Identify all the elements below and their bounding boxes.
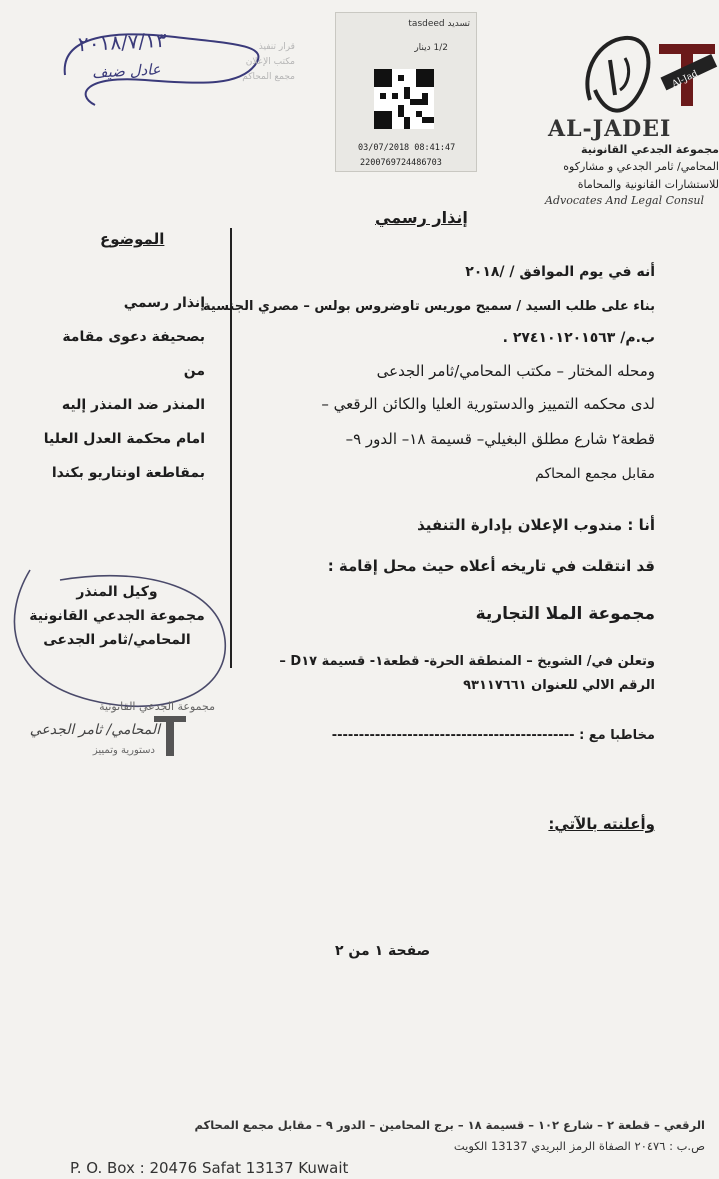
svg-text:Al-Jad: Al-Jad — [670, 69, 700, 90]
bailiff-line: أنا : مندوب الإعلان بإدارة التنفيذ — [417, 516, 655, 534]
addressed-to-line: مخاطبا مع : --------------------------------------------- — [331, 728, 655, 743]
stamp-brand: تسديد tasdeed — [408, 19, 470, 29]
announce-heading: وأعلنته بالآتي: — [548, 815, 655, 833]
subject-heading: الموضوع — [100, 230, 165, 248]
page-number: صفحة ١ من ٢ — [335, 943, 431, 959]
office-line-4: مقابل مجمع المحاكم — [535, 466, 655, 482]
footer-address: الرقعي – قطعة ٢ – شارع ١٠٢ – قسيمة ١٨ – برج المحامين – الدور ٩ – مقابل مجمع المحاكم — [194, 1118, 705, 1132]
law-firm-stamp: مجموعة الجدعي القانونية المحامي/ ثامر الجدعي دستورية وتمييز — [5, 695, 215, 765]
address-line-2: الرقم الالي للعنوان ٩٣١١٧٦٦١ — [463, 678, 655, 693]
brand-tagline: Advocates And Legal Consul — [545, 194, 704, 207]
stamp-amount: 1/2 دينار — [414, 43, 448, 53]
brand-name-en: AL-JADEI — [548, 116, 672, 142]
handwritten-date: ٢٠١٨/٧/١٣ — [77, 27, 168, 57]
stamp-number: 2200769724486703 — [360, 158, 442, 168]
request-line: بناء على طلب السيد / سميح موريس تاوضروس بولس – مصري الجنسية — [203, 299, 655, 314]
brand-name-ar: مجموعة الجدعي القانونية — [581, 143, 719, 156]
qr-code-icon — [374, 69, 434, 129]
al-jadei-t-logo — [655, 30, 719, 110]
faded-stamp: قرار تنفيذ مكتب الإعلان مجمع المحاكم — [242, 42, 295, 82]
footer-pobox-ar: ص.ب : ٢٠٤٧٦ الصفاة الرمز البريدي 13137 الكويت — [453, 1139, 705, 1153]
al-jadei-calligraphy-logo — [570, 30, 660, 118]
subject-body: إنذار رسمي بصحيفة دعوى مقامة من المنذر ضد المنذر إليه امام محكمة العدل العليا بمقاطعة اونتاريو بكندا — [43, 295, 205, 481]
party-name: مجموعة الملا التجارية — [475, 604, 655, 624]
brand-lawyer-name: المحامي/ ثامر الجدعي و مشاركوه — [563, 160, 719, 173]
office-line-1: ومحله المختار – مكتب المحامي/ثامر الجدعى — [376, 362, 655, 380]
civil-id-line: ب.م/ ٢٧٤١٠١٢٠١٥٦٣ . — [502, 330, 655, 346]
stamp-datetime: 03/07/2018 08:41:47 — [358, 143, 456, 153]
address-line-1: وتعلن في/ الشويخ – المنطقة الحرة- قطعة١- قسيمة D١٧ – — [279, 654, 655, 669]
tasdeed-revenue-stamp — [335, 12, 477, 172]
office-line-3: قطعة٢ شارع مطلق البغيلي– قسيمة ١٨– الدور ٩– — [345, 430, 655, 448]
agent-block: وكيل المنذر مجموعة الجدعي القانونية المحامي/ثامر الجدعى — [29, 584, 205, 648]
footer-pobox-en: P. O. Box : 20476 Safat 13137 Kuwait — [70, 1159, 349, 1177]
handwritten-name: عادل ضيف — [91, 60, 162, 82]
document-title: إنذار رسمي — [375, 208, 468, 227]
date-line: أنه في يوم الموافق / /٢٠١٨ — [465, 264, 655, 280]
office-line-2: لدى محكمه التمييز والدستورية العليا والكائن الرقعي – — [321, 395, 655, 413]
moved-line: قد انتقلت في تاريخه أعلاه حيث محل إقامة : — [327, 557, 655, 575]
brand-services: للاستشارات القانونية والمحاماة — [577, 178, 719, 191]
stamp-t-logo — [150, 710, 190, 760]
